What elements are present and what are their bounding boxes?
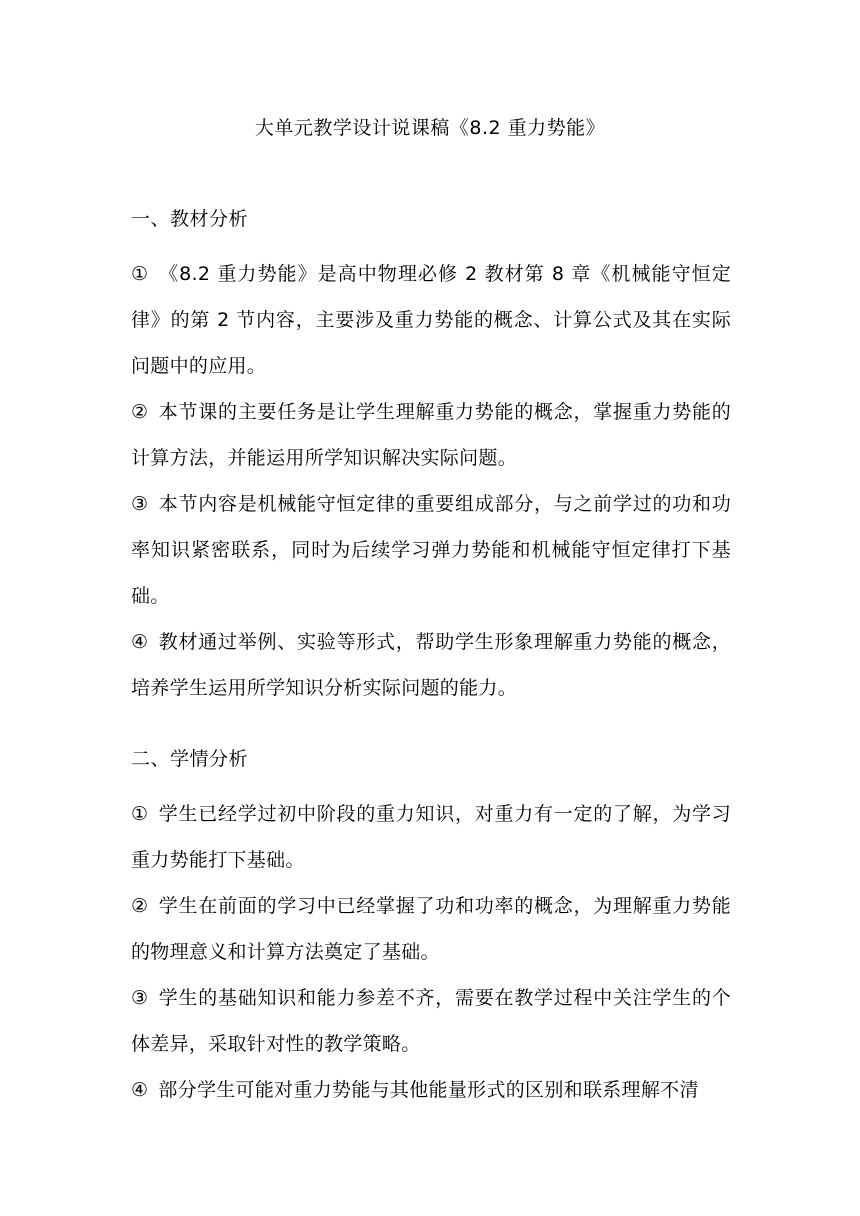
section-learner-analysis <box>131 745 731 1113</box>
paragraph-2 <box>131 389 731 481</box>
paragraph-marker: ① <box>131 803 149 825</box>
paragraph-4 <box>131 1067 731 1113</box>
paragraph-3 <box>131 481 731 619</box>
section-heading: 二、学情分析 <box>131 748 249 770</box>
paragraph-marker: ③ <box>131 493 149 515</box>
paragraph-text: 学生在前面的学习中已经掌握了功和功率的概念，为理解重力势能的物理意义和计算方法奠定了基础。 <box>131 895 731 963</box>
section-textbook-analysis <box>131 205 731 711</box>
paragraph-marker: ① <box>131 263 150 285</box>
paragraph-text: 《8.2 重力势能》是高中物理必修 2 教材第 8 章《机械能守恒定律》的第 2 节内容，主要涉及重力势能的概念、计算公式及其在实际问题中的应用。 <box>131 263 731 377</box>
paragraph-text: 本节课的主要任务是让学生理解重力势能的概念，掌握重力势能的计算方法，并能运用所学知识解决实际问题。 <box>131 401 731 469</box>
paragraph-marker: ② <box>131 895 149 917</box>
section-heading: 一、教材分析 <box>131 208 249 230</box>
paragraph-marker: ④ <box>131 1079 149 1101</box>
paragraph-text: 教材通过举例、实验等形式，帮助学生形象理解重力势能的概念，培养学生运用所学知识分析实际问题的能力。 <box>131 631 731 699</box>
document-title: 大单元教学设计说课稿《8.2 重力势能》 <box>254 117 606 139</box>
paragraph-3 <box>131 975 731 1067</box>
paragraph-4 <box>131 619 731 711</box>
paragraph-marker: ③ <box>131 987 149 1009</box>
paragraph-1 <box>131 791 731 883</box>
paragraph-1 <box>131 251 731 389</box>
paragraph-text: 部分学生可能对重力势能与其他能量形式的区别和联系理解不清 <box>158 1079 699 1101</box>
paragraph-marker: ② <box>131 401 149 423</box>
paragraph-text: 本节内容是机械能守恒定律的重要组成部分，与之前学过的功和功率知识紧密联系，同时为后续学习弹力势能和机械能守恒定律打下基础。 <box>131 493 731 607</box>
paragraph-2 <box>131 883 731 975</box>
paragraph-marker: ④ <box>131 631 149 653</box>
paragraph-text: 学生的基础知识和能力参差不齐，需要在教学过程中关注学生的个体差异，采取针对性的教学策略。 <box>131 987 731 1055</box>
paragraph-text: 学生已经学过初中阶段的重力知识，对重力有一定的了解，为学习重力势能打下基础。 <box>131 803 731 871</box>
